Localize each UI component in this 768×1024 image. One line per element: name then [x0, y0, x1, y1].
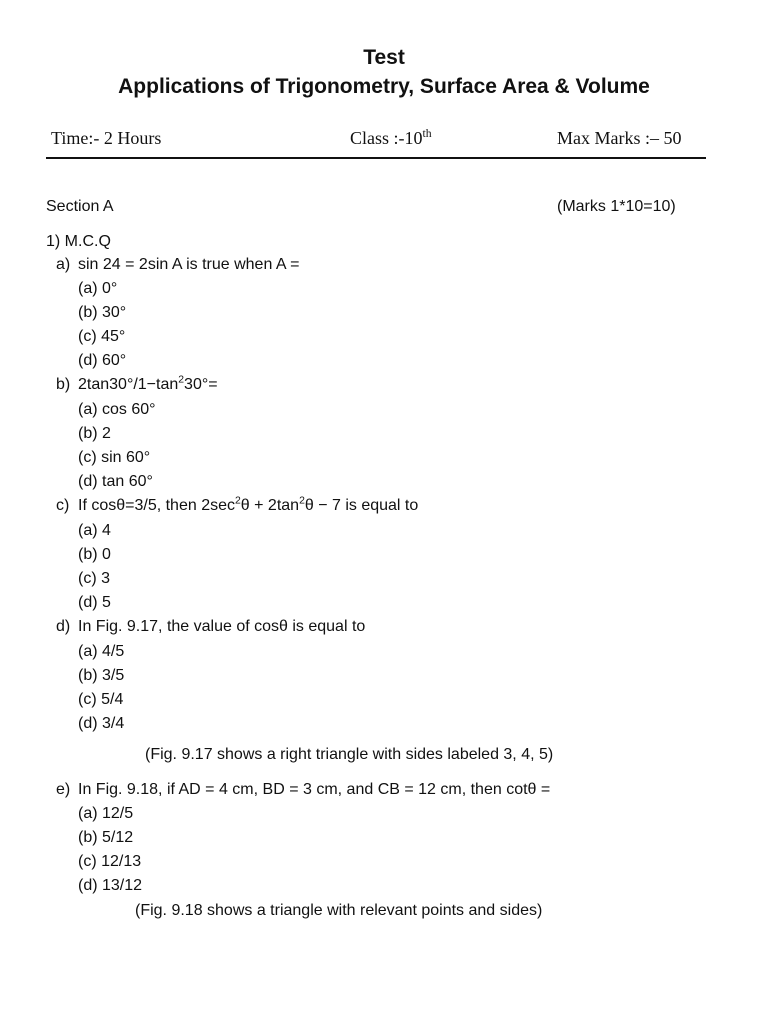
question-c-letter: c) [56, 497, 70, 514]
question-b-option: (b) 2 [78, 425, 111, 442]
question-c-text-part: θ − 7 is equal to [304, 497, 419, 514]
question-c-superscript: 2 [235, 495, 241, 507]
question-d-option: (c) 5/4 [78, 691, 124, 708]
question-d-option: (b) 3/5 [78, 667, 125, 684]
question-d-option: (a) 4/5 [78, 643, 125, 660]
question-c-superscript: 2 [299, 495, 305, 507]
class-text: Class :-10 [350, 128, 423, 148]
question-e-option: (d) 13/12 [78, 877, 143, 894]
question-b-option: (d) tan 60° [78, 473, 153, 490]
question-c-text-part: θ + 2tan [240, 497, 300, 514]
question-d-option: (d) 3/4 [78, 715, 125, 732]
time-info: Time:- 2 Hours [51, 128, 162, 148]
class-info [350, 128, 432, 149]
question-a-letter: a) [56, 256, 71, 273]
question-e-option: (a) 12/5 [78, 805, 134, 822]
question-a-text: sin 24 = 2sin A is true when A = [78, 256, 300, 273]
question-1-label: 1) M.C.Q [46, 233, 111, 250]
question-b-letter: b) [56, 376, 71, 393]
question-c-option: (b) 0 [78, 546, 111, 563]
max-marks: Max Marks :– 50 [557, 128, 682, 148]
question-d-letter: d) [56, 618, 71, 635]
section-marks: (Marks 1*10=10) [557, 198, 676, 215]
question-a-option: (d) 60° [78, 352, 127, 369]
question-e-option: (b) 5/12 [78, 829, 134, 846]
question-c-option: (a) 4 [78, 522, 111, 539]
question-b-option: (c) sin 60° [78, 449, 151, 466]
question-b-option: (a) cos 60° [78, 401, 156, 418]
question-a-option: (a) 0° [78, 280, 118, 297]
question-c-option: (c) 3 [78, 570, 110, 587]
question-e-text: In Fig. 9.18, if AD = 4 cm, BD = 3 cm, and CB = 12 cm, then cotθ = [78, 781, 551, 798]
question-e-figure-note: (Fig. 9.18 shows a triangle with relevant points and sides) [135, 902, 543, 919]
question-d-figure-note: (Fig. 9.17 shows a right triangle with sides labeled 3, 4, 5) [145, 746, 554, 763]
question-d-text: In Fig. 9.17, the value of cosθ is equal to [78, 618, 366, 635]
question-b-superscript: 2 [178, 374, 185, 386]
question-c-text [78, 497, 418, 515]
question-c-text-part: If cosθ=3/5, then 2sec [78, 497, 235, 514]
question-b-text-part: 30°= [184, 376, 218, 393]
paper-subtitle: Applications of Trigonometry, Surface Area & Volume [118, 75, 650, 98]
question-e-letter: e) [56, 781, 71, 798]
paper-title: Test [363, 46, 405, 69]
question-a-option: (c) 45° [78, 328, 126, 345]
question-b-text [78, 376, 218, 394]
header-divider [46, 157, 706, 159]
question-c-option: (d) 5 [78, 594, 111, 611]
section-title: Section A [46, 198, 114, 215]
class-superscript: th [422, 127, 432, 140]
question-e-option: (c) 12/13 [78, 853, 142, 870]
question-b-text-part: 2tan30°/1−tan [78, 376, 179, 393]
question-a-option: (b) 30° [78, 304, 127, 321]
